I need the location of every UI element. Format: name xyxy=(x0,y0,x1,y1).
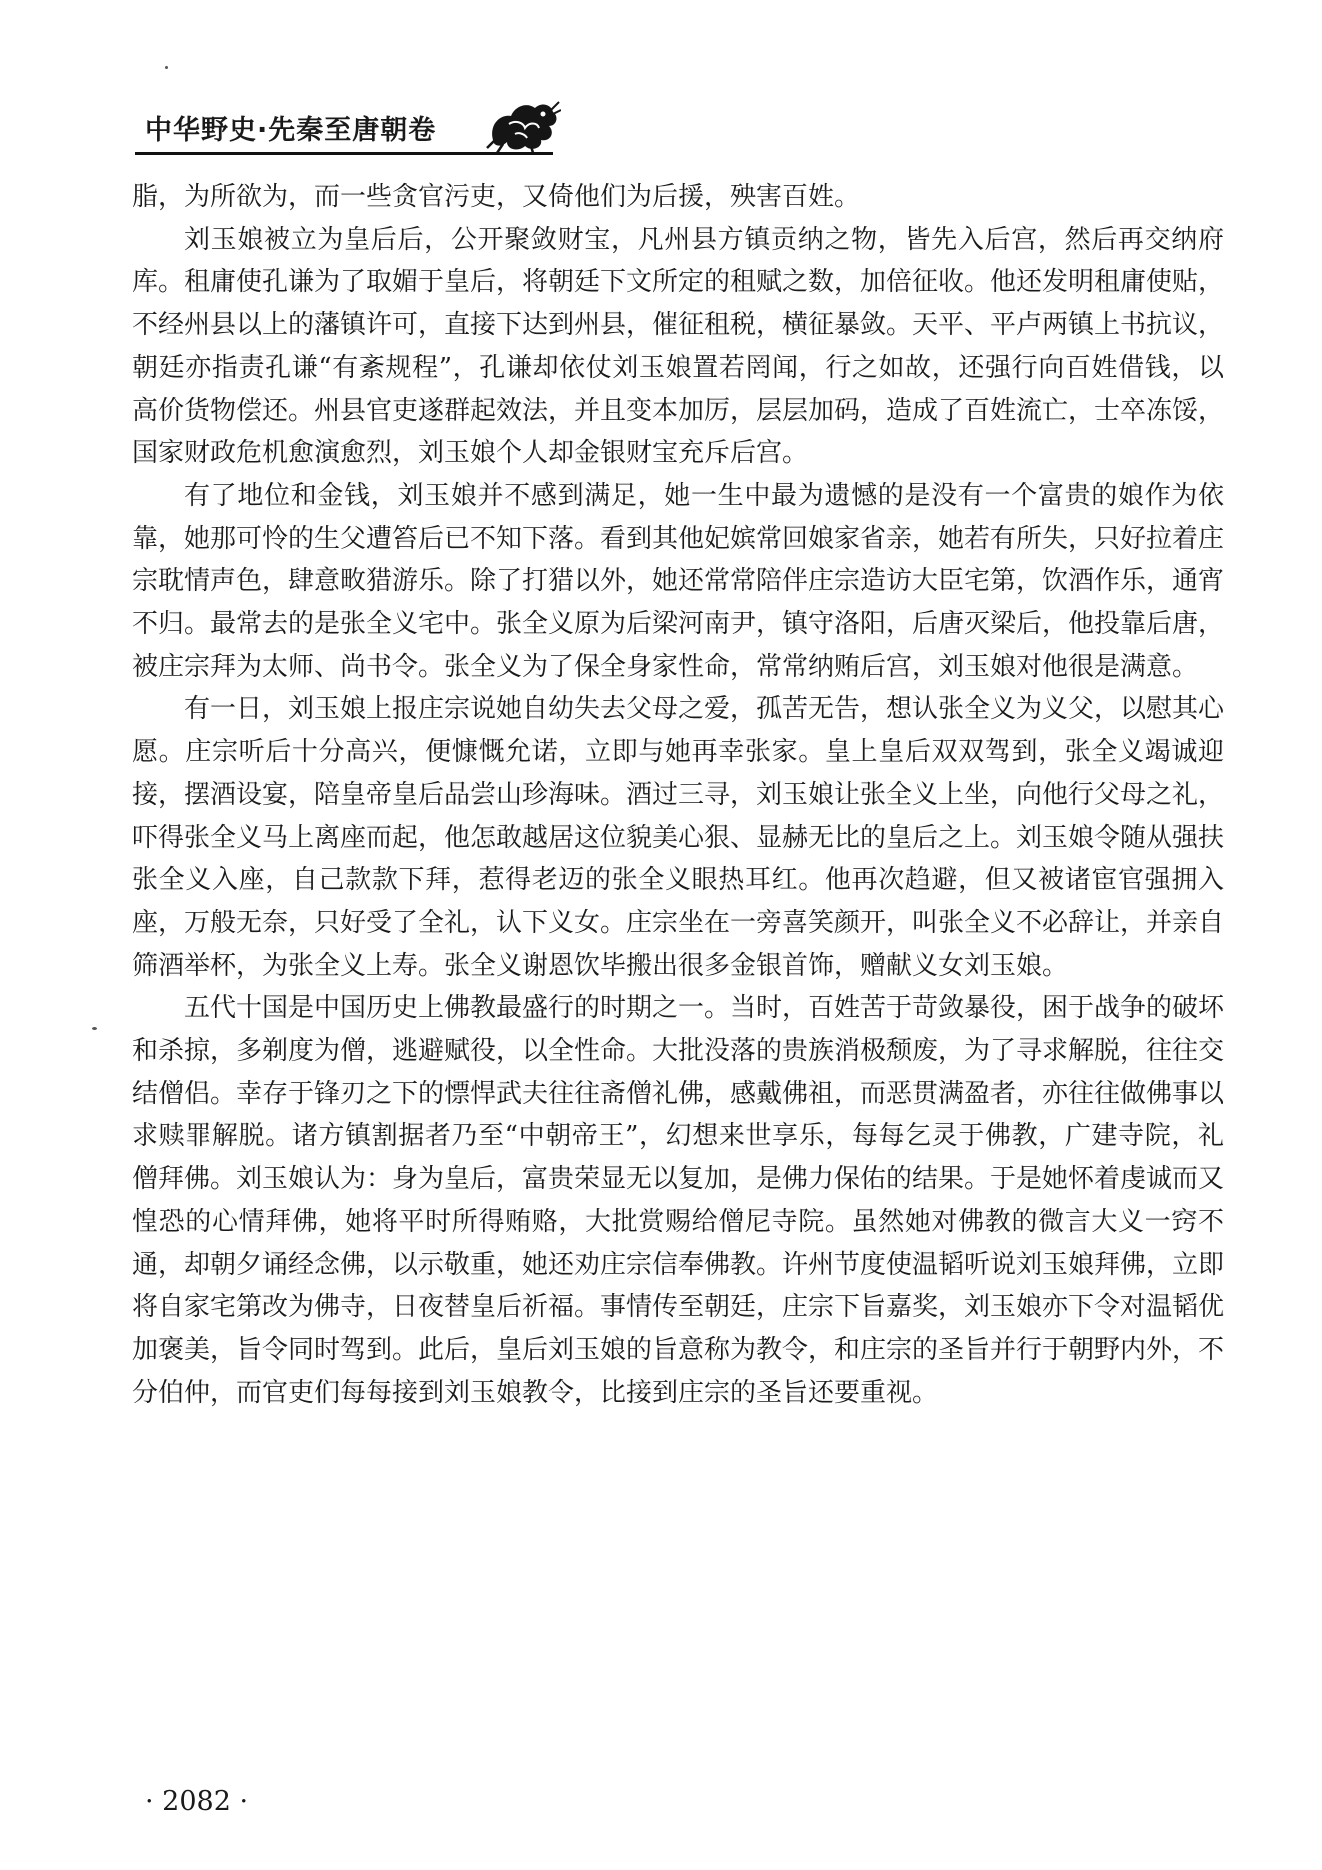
paragraph-2: 刘玉娘被立为皇后后，公开聚敛财宝，凡州县方镇贡纳之物，皆先入后宫，然后再交纳府库。租庸使孔谦为了取媚于皇后，将朝廷下文所定的租赋之数，加倍征收。他还发明租庸使贴，不经州县以上的藩镇许可，直接下达到州县，催征租税，横征暴敛。天平、平卢两镇上书抗议，朝廷亦指责孔谦“有紊规程”，孔谦却依仗刘玉娘置若罔闻，行之如故，还强行向百姓借钱，以高价货物偿还。州县官吏遂群起效法，并且变本加厉，层层加码，造成了百姓流亡，士卒冻馁，国家财政危机愈演愈烈，刘玉娘个人却金银财宝充斥后宫。 xyxy=(132,224,1225,469)
paragraph-3: 有了地位和金钱，刘玉娘并不感到满足，她一生中最为遗憾的是没有一个富贵的娘作为依靠，她那可怜的生父遭笞后已不知下落。看到其他妃嫔常回娘家省亲，她若有所失，只好拉着庄宗耽情声色，肆意畋猎游乐。除了打猎以外，她还常常陪伴庄宗造访大臣宅第，饮酒作乐，通宵不归。最常去的是张全义宅中。张全义原为后梁河南尹，镇守洛阳，后唐灭梁后，他投靠后唐，被庄宗拜为太师、尚书令。张全义为了保全身家性命，常常纳贿后宫，刘玉娘对他很是满意。 xyxy=(132,480,1225,682)
body-text xyxy=(132,176,1224,1414)
header-rule xyxy=(135,152,553,155)
scan-speck xyxy=(92,1027,97,1030)
book-title: 中华野史·先秦至唐朝卷 xyxy=(145,115,437,146)
running-header xyxy=(135,96,1225,160)
dragon-icon xyxy=(485,96,561,154)
page-number: · 2082 · xyxy=(145,1786,249,1817)
paragraph-5: 五代十国是中国历史上佛教最盛行的时期之一。当时，百姓苦于苛敛暴役，困于战争的破坏和杀掠，多剃度为僧，逃避赋役，以全性命。大批没落的贵族消极颓废，为了寻求解脱，往往交结僧侣。幸存于锋刃之下的慓悍武夫往往斋僧礼佛，感戴佛祖，而恶贯满盈者，亦往往做佛事以求赎罪解脱。诸方镇割据者乃至“中朝帝王”，幻想来世享乐，每每乞灵于佛教，广建寺院，礼僧拜佛。刘玉娘认为：身为皇后，富贵荣显无以复加，是佛力保佑的结果。于是她怀着虔诚而又惶恐的心情拜佛，她将平时所得贿赂，大批赏赐给僧尼寺院。虽然她对佛教的微言大义一窍不通，却朝夕诵经念佛，以示敬重，她还劝庄宗信奉佛教。许州节度使温韬听说刘玉娘拜佛，立即将自家宅第改为佛寺，日夜替皇后祈福。事情传至朝廷，庄宗下旨嘉奖，刘玉娘亦下令对温韬优加褒美，旨令同时驾到。此后，皇后刘玉娘的旨意称为教令，和庄宗的圣旨并行于朝野内外，不分伯仲，而官吏们每每接到刘玉娘教令，比接到庄宗的圣旨还要重视。 xyxy=(132,993,1225,1408)
paragraph-1: 脂，为所欲为，而一些贪官污吏，又倚他们为后援，殃害百姓。 xyxy=(132,182,861,212)
paragraph-4: 有一日，刘玉娘上报庄宗说她自幼失去父母之爱，孤苦无告，想认张全义为义父，以慰其心愿。庄宗听后十分高兴，便慷慨允诺，立即与她再幸张家。皇上皇后双双驾到，张全义竭诚迎接，摆酒设宴，陪皇帝皇后品尝山珍海味。酒过三寻，刘玉娘让张全义上坐，向他行父母之礼，吓得张全义马上离座而起，他怎敢越居这位貌美心狠、显赫无比的皇后之上。刘玉娘令随从强扶张全义入座，自己款款下拜，惹得老迈的张全义眼热耳红。他再次趋避，但又被诸宦官强拥入座，万般无奈，只好受了全礼，认下义女。庄宗坐在一旁喜笑颜开，叫张全义不必辞让，并亲自筛酒举杯，为张全义上寿。张全义谢恩饮毕搬出很多金银首饰，赠献义女刘玉娘。 xyxy=(132,694,1225,981)
scan-speck xyxy=(165,66,168,69)
